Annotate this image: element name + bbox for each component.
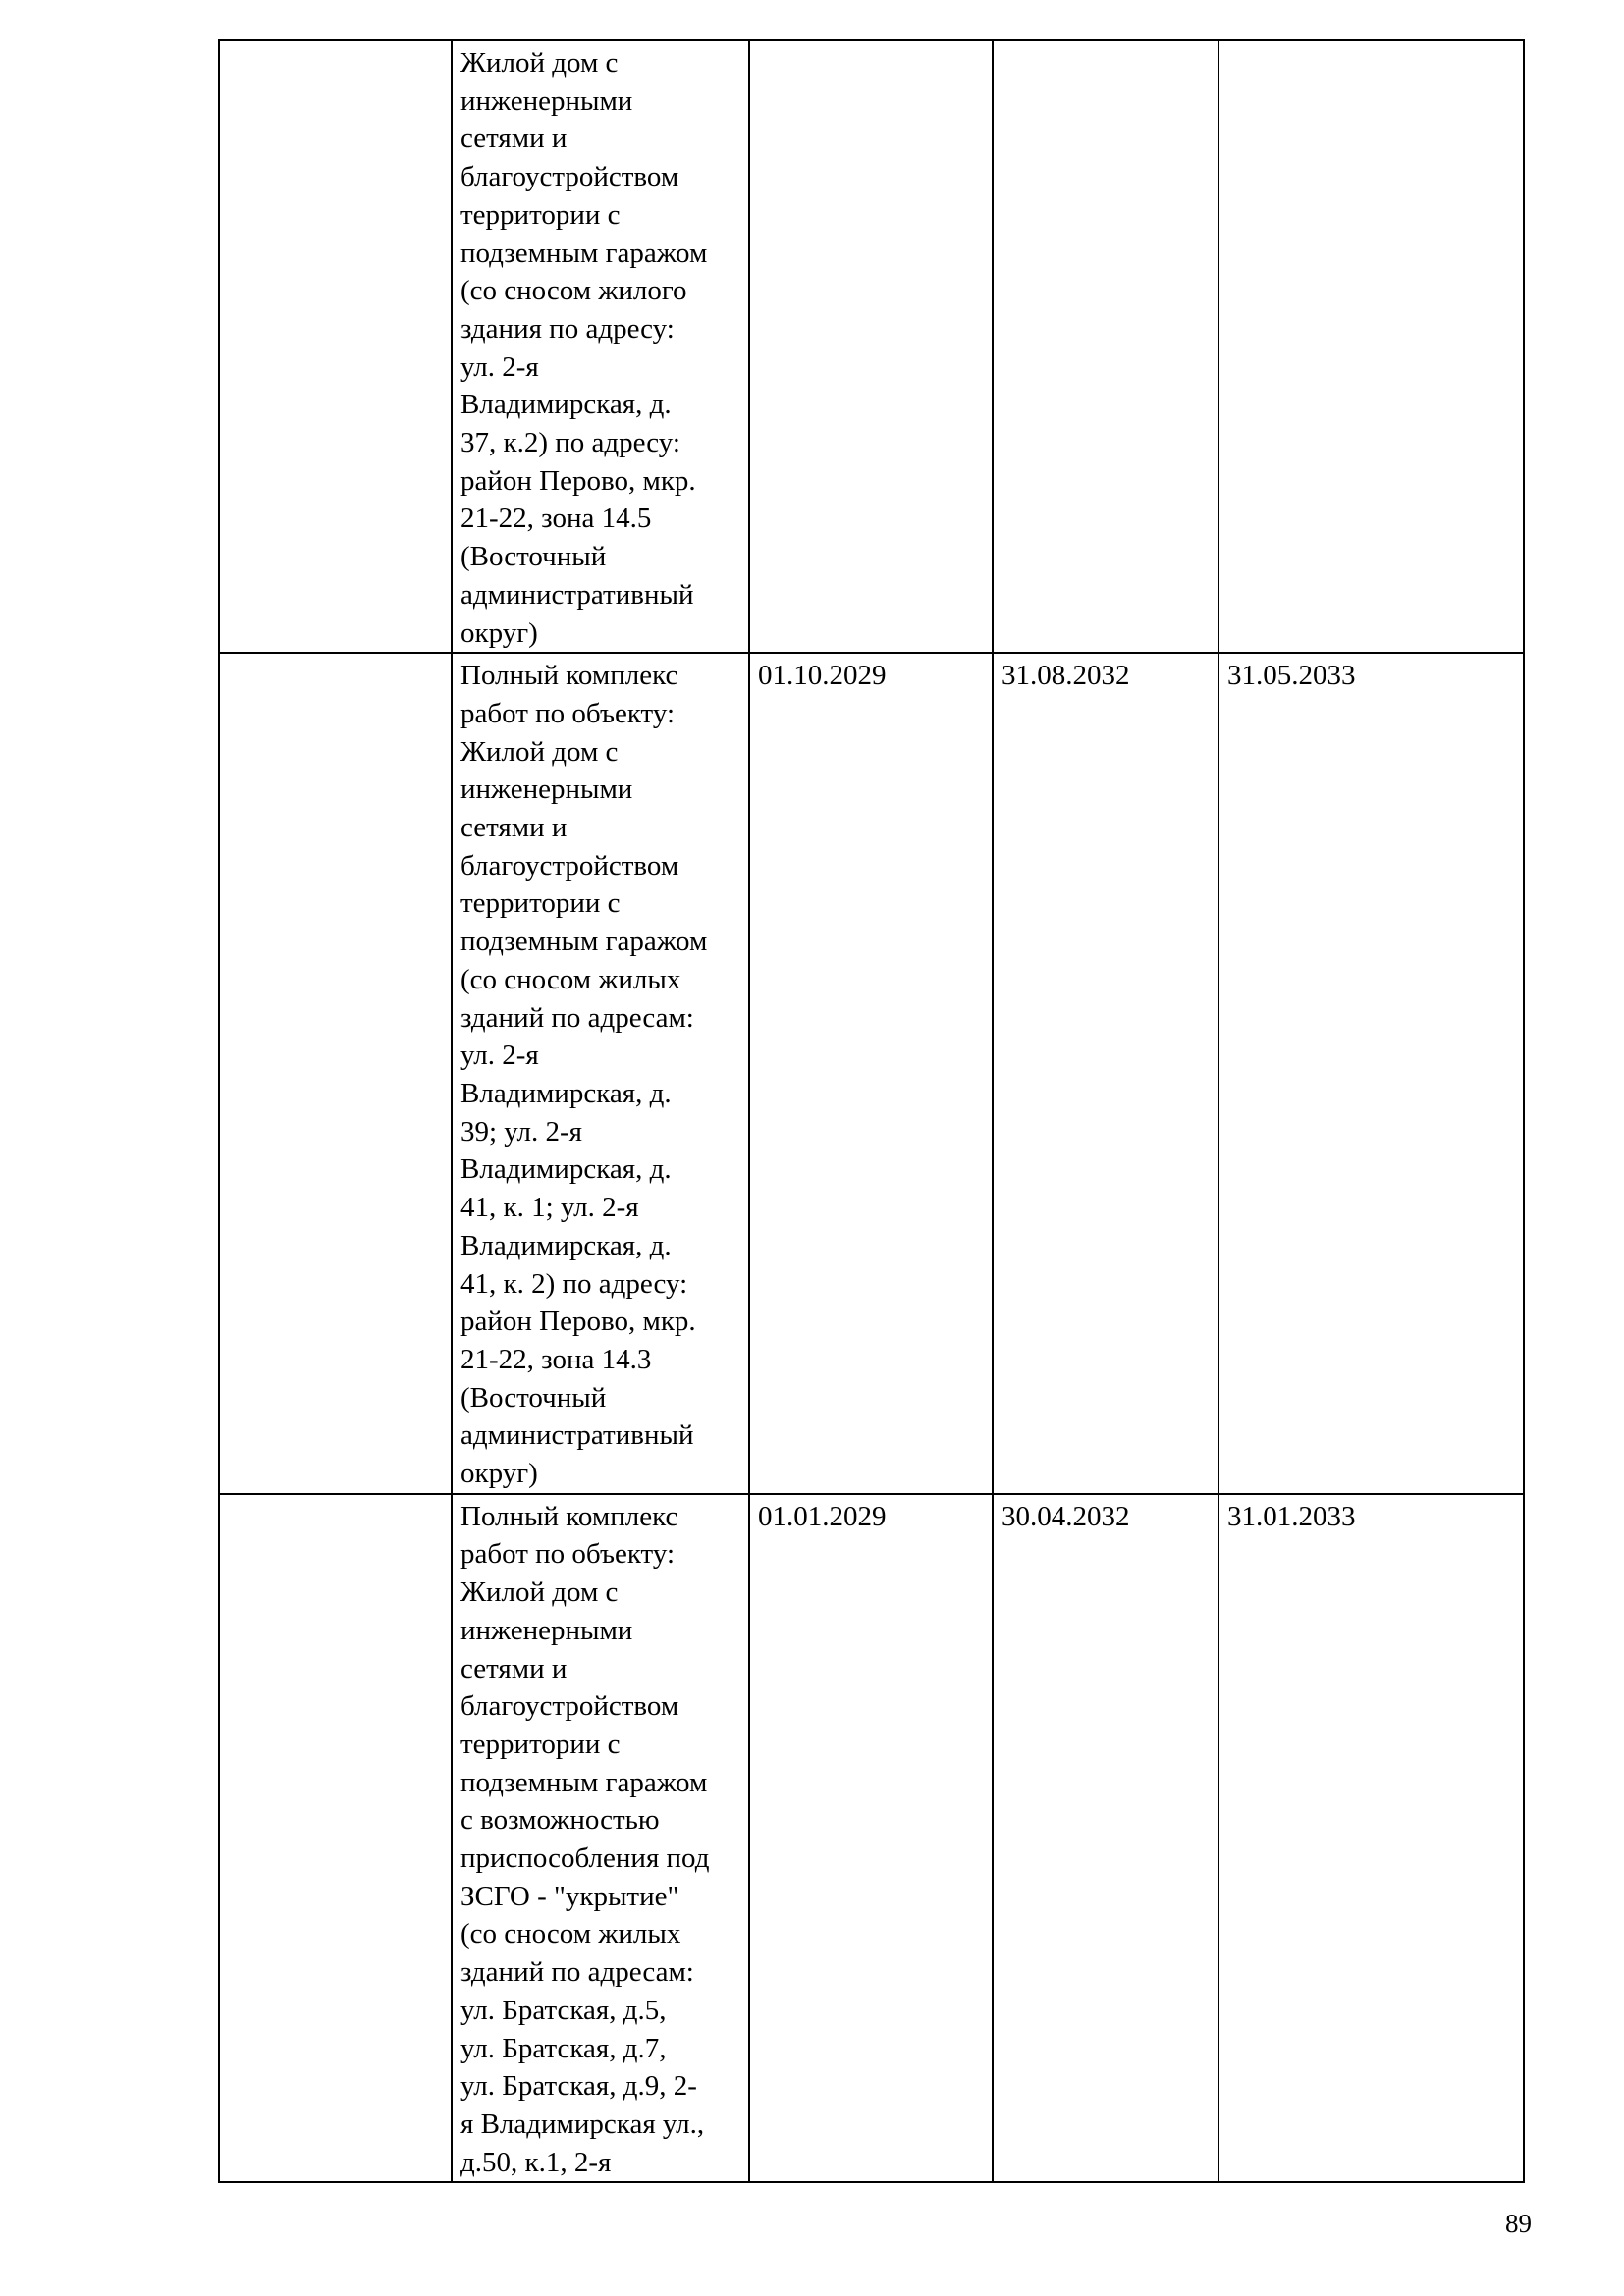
table-row — [219, 653, 1524, 1493]
object-description: Жилой дом с инженерными сетями и благоустройством территории с подземным гаражом (со сносом жилого здания по адресу: ул. 2-я Владимирская, д. 37, к.2) по адресу: район Перово, мкр. 21-22, зона 14.5 (Восточный административный округ) — [460, 47, 708, 649]
object-description: Полный комплекс работ по объекту: Жилой дом с инженерными сетями и благоустройством территории с подземным гаражом (со сносом жилых зданий по адресам: ул. 2-я Владимирская, д. 39; ул. 2-я Владимирская, д. 41, к. 1; ул. 2-я Владимирская, д. 41, к. 2) по адресу: район Перово, мкр. 21-22, зона 14.3 (Восточный административный округ) — [460, 660, 708, 1490]
cell-date-end — [993, 40, 1218, 653]
cell-date-final — [1218, 40, 1524, 653]
cell-number — [219, 1494, 452, 2183]
schedule-table — [218, 39, 1525, 2183]
date-end: 30.04.2032 — [1001, 1500, 1130, 1532]
object-description: Полный комплекс работ по объекту: Жилой дом с инженерными сетями и благоустройством территории с подземным гаражом с возможностью приспособления под ЗСГО - "укрытие" (со сносом жилых зданий по адресам: ул. Братская, д.5, ул. Братская, д.7, ул. Братская, д.9, 2- я Владимирская ул., д.50, к.1, 2-я — [460, 1500, 710, 2178]
cell-date-end — [993, 1494, 1218, 2183]
cell-date-end — [993, 653, 1218, 1493]
table-row — [219, 1494, 1524, 2183]
page-number: 89 — [1505, 2209, 1532, 2238]
cell-description — [452, 653, 749, 1493]
date-final: 31.01.2033 — [1227, 1500, 1356, 1532]
date-end: 31.08.2032 — [1001, 660, 1130, 692]
cell-description — [452, 1494, 749, 2183]
cell-date-final — [1218, 1494, 1524, 2183]
cell-date-start — [749, 653, 993, 1493]
cell-description — [452, 40, 749, 653]
cell-date-start — [749, 40, 993, 653]
cell-number — [219, 653, 452, 1493]
cell-date-final — [1218, 653, 1524, 1493]
table-row — [219, 40, 1524, 653]
date-final: 31.05.2033 — [1227, 660, 1356, 692]
cell-date-start — [749, 1494, 993, 2183]
date-start: 01.01.2029 — [758, 1500, 887, 1532]
cell-number — [219, 40, 452, 653]
date-start: 01.10.2029 — [758, 660, 887, 692]
